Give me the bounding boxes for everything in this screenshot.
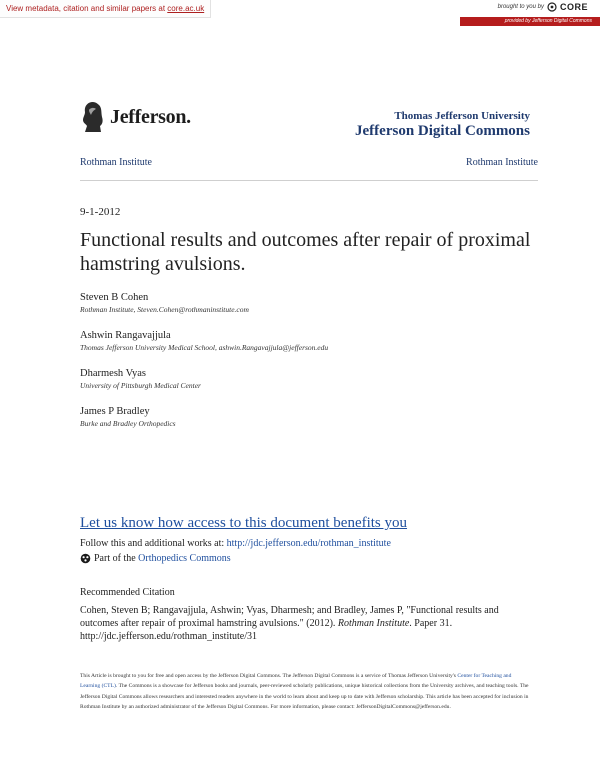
jefferson-logo[interactable] — [80, 100, 191, 134]
author-affiliation: Burke and Bradley Orthopedics — [80, 419, 176, 428]
series-link-right[interactable]: Rothman Institute — [466, 157, 538, 168]
jefferson-logo-text: Jefferson. — [110, 105, 191, 128]
series-link-left[interactable]: Rothman Institute — [80, 157, 152, 168]
author-name: Dharmesh Vyas — [80, 368, 147, 379]
core-metadata-link[interactable] — [0, 0, 211, 18]
follow-works-line — [80, 538, 391, 549]
publication-date: 9-1-2012 — [80, 206, 121, 218]
provided-by-banner[interactable]: provided by Jefferson Digital Commons — [460, 17, 600, 26]
jefferson-bust-icon — [80, 100, 106, 134]
citation-paper-number: . Paper 31. — [409, 618, 453, 629]
brought-by-text: brought to you by — [497, 4, 544, 10]
citation-body: Cohen, Steven B; Rangavajjula, Ashwin; Vyas, Dharmesh; and Bradley, James P, "Functional results and outcomes after repair of proximal hamstring avulsions." (2012). — [80, 605, 499, 629]
author-affiliation: Rothman Institute, Steven.Cohen@rothmaninstitute.com — [80, 305, 249, 314]
citation-text — [80, 604, 530, 643]
recommended-citation-heading: Recommended Citation — [80, 587, 175, 598]
core-top-bar — [0, 0, 600, 27]
author-name: Ashwin Rangavajjula — [80, 330, 171, 341]
series-url-link[interactable]: http://jdc.jefferson.edu/rothman_institute — [226, 538, 391, 549]
paper-title: Functional results and outcomes after repair of proximal hamstring avulsions. — [80, 229, 531, 275]
citation-url[interactable]: http://jdc.jefferson.edu/rothman_institute/31 — [80, 631, 258, 642]
ctl-link[interactable]: Center for Teaching and Learning (CTL) — [80, 673, 512, 690]
part-of-prefix: Part of the — [94, 553, 139, 564]
benefits-feedback-link[interactable]: Let us know how access to this document benefits you — [80, 515, 408, 531]
author-entry — [80, 329, 540, 353]
author-affiliation: Thomas Jefferson University Medical School, ashwin.Rangavajjula@jefferson.edu — [80, 343, 329, 352]
author-name: James P Bradley — [80, 406, 150, 417]
repository-name[interactable]: Jefferson Digital Commons — [355, 123, 530, 139]
author-affiliation: University of Pittsburgh Medical Center — [80, 381, 201, 390]
core-ac-uk-link[interactable]: core.ac.uk — [167, 4, 205, 13]
author-list — [80, 291, 540, 443]
core-logo-icon — [547, 2, 557, 12]
university-name[interactable]: Thomas Jefferson University — [394, 110, 530, 122]
brought-by-core[interactable] — [498, 2, 588, 12]
header-divider — [80, 180, 538, 181]
author-entry — [80, 291, 540, 315]
footer-part-1: This Article is brought to you for free and open access by the Jefferson Digital Commons. The Jefferson Digital Commons is a service of Thomas Jefferson University's — [80, 673, 458, 679]
author-entry — [80, 405, 540, 429]
follow-prefix: Follow this and additional works at: — [80, 538, 227, 549]
citation-journal: Rothman Institute — [337, 618, 410, 629]
author-entry — [80, 367, 540, 391]
part-of-line — [80, 553, 231, 564]
core-logo-text: CORE — [559, 2, 588, 12]
repository-header[interactable] — [355, 110, 530, 140]
footer-part-2: . The Commons is a showcase for Jefferson books and journals, peer-reviewed scholarly publications, unique historical collections from the University archives, and teaching tools. The Jefferson Digital Commons allows researchers and interested readers anywhere in the world to learn about and keep up to date with Jefferson scholarship. This article has been accepted for inclusion in Rothman Institute by an authorized administrator of the Jefferson Digital Commons. For more information, please contact: JeffersonDigitalCommons@jefferson.edu. — [80, 683, 529, 711]
orthopedics-commons-link[interactable]: Orthopedics Commons — [138, 553, 231, 564]
access-footer-text — [80, 671, 530, 713]
core-view-text: View metadata, citation and similar papers at — [6, 4, 168, 13]
network-icon — [80, 553, 91, 564]
author-name: Steven B Cohen — [80, 292, 149, 303]
